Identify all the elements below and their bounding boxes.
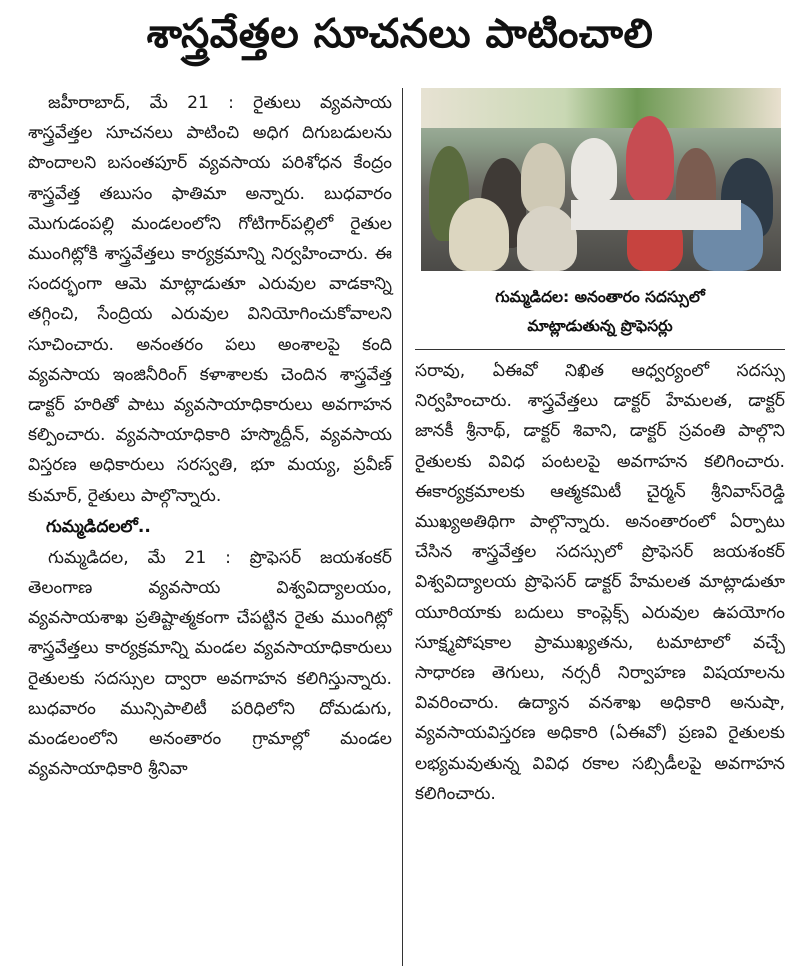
photo-person	[517, 206, 577, 271]
photo-person	[449, 198, 509, 271]
photo-caption-line-2: మాట్లాడుతున్న ప్రొఫెసర్లు	[527, 317, 673, 335]
photo-caption-line-1: గుమ్మడిదల: అనంతారం సదస్సులో	[495, 288, 705, 306]
photo-banner	[421, 88, 781, 128]
subheading-gummadidala: గుమ్మడిదలలో..	[46, 516, 151, 537]
left-column	[28, 88, 403, 966]
photo-person	[571, 138, 617, 202]
photo-person	[626, 116, 674, 202]
article-paragraph-3: సరావు, ఏఈవో నిఖిత ఆధ్వర్యంలో సదస్సు నిర్వహించారు. శాస్త్రవేత్తలు డాక్టర్ హేమలత, డాక్టర్ జానకీ శ్రీనాథ్, డాక్టర్ శివాని, డాక్టర్ స్రవంతి పాల్గొని రైతులకు వివిధ పంటలపై అవగాహన కలిగించారు. ఈకార్యక్రమాలకు ఆత్మకమిటీ చైర్మన్ శ్రీనివాస్‌రెడ్డి ముఖ్యఅతిథిగా పాల్గొన్నారు. అనంతారంలో ఏర్పాటు చేసిన శాస్త్రవేత్తల సదస్సులో ప్రొఫెసర్ జయశంకర్ విశ్వవిద్యాలయ ప్రొఫెసర్ డాక్టర్ హేమలత మాట్లాడుతూ యూరియాకు బదులు కాంప్లెక్స్ ఎరువుల ఉపయోగం సూక్ష్మపోషకాల ప్రాముఖ్యతను, టమాటాలో వచ్చే సాధారణ తెగులు, నర్సరీ నిర్వాహణ విషయాలను వివరించారు. ఉద్యాన వనశాఖ అధికారి అనుషా, వ్యవసాయవిస్తరణ అధికారి (ఏఈవో) ప్రణవి రైతులకు లభ్యమవుతున్న వివిధ రకాల సబ్సిడీలపై అవగాహన కలిగించారు.	[415, 361, 785, 804]
photo-table	[571, 200, 741, 230]
article-headline: శాస్త్రవేత్తల సూచనలు పాటించాలి	[146, 11, 654, 57]
photo-person	[521, 143, 565, 213]
article-paragraph-1: జహీరాబాద్, మే 21 : రైతులు వ్యవసాయ శాస్త్రవేత్తల సూచనలు పాటించి అధిగ దిగుబడులను పొందాలని బసంతపూర్ వ్యవసాయ పరిశోధన కేంద్రం శాస్త్రవేత్త తబుసం ఫాతిమా అన్నారు. బుధవారం మొగుడంపల్లి మండలంలోని గోటిగార్‌పల్లిలో రైతుల ముంగిట్లోకి శాస్త్రవేత్తలు కార్యక్రమాన్ని నిర్వహించారు. ఈ సందర్భంగా ఆమె మాట్లాడుతూ ఎరువుల వాడకాన్ని తగ్గించి, సేంద్రియ ఎరువుల వినియోగించుకోవాలని సూచించారు. అనంతరం పలు అంశాలపై కంది వ్యవసాయ ఇంజినీరింగ్ కళాశాలకు చెందిన శాస్త్రవేత్త డాక్టర్ హరితో పాటు వ్యవసాయాధికారులు అవగాహన కల్పించారు. వ్యవసాయాధికారి హస్మొద్దీన్, వ్యవసాయ విస్తరణ అధికారులు సరస్వతి, భూ మయ్య, ప్రవీణ్ కుమార్, రైతులు పాల్గొన్నారు.	[28, 93, 392, 506]
article-paragraph-2: గుమ్మడిదల, మే 21 : ప్రొఫెసర్ జయశంకర్ తెలంగాణ వ్యవసాయ విశ్వవిద్యాలయం, వ్యవసాయశాఖ ప్రతిష్టాత్మకంగా చేపట్టిన రైతు ముంగిట్లో శాస్త్రవేత్తలు కార్యక్రమాన్ని మండల వ్యవసాయాధికారులు రైతులకు సదస్సుల ద్వారా అవగాహన కలిగిస్తున్నారు. బుధవారం మున్సిపాలిటీ పరిధిలోని దోమడుగు, మండలంలోని అనంతారం గ్రామాల్లో మండల వ్యవసాయాధికారి శ్రీనివా	[28, 547, 392, 780]
right-column	[415, 88, 785, 966]
news-photo	[421, 88, 781, 271]
photo-caption	[415, 271, 785, 350]
